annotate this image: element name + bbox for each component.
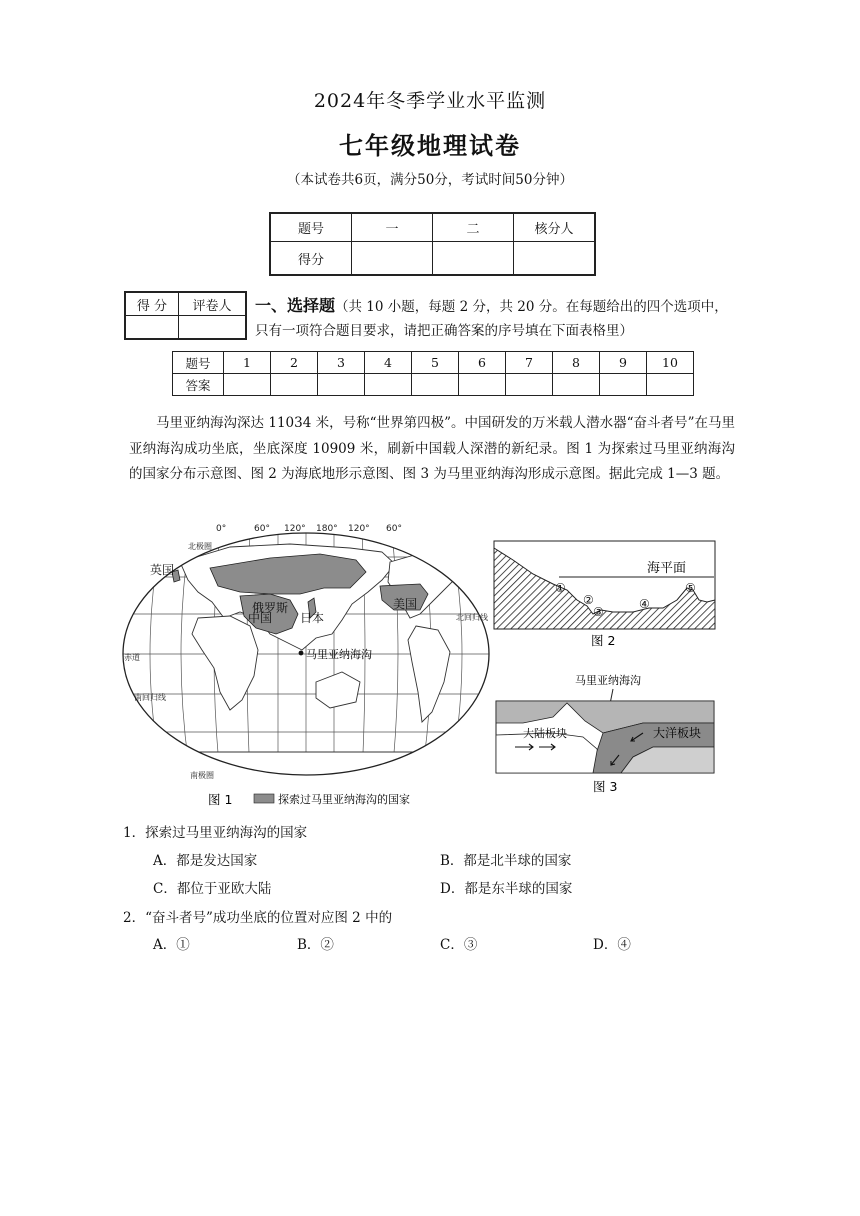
answer-row-label: 题号: [173, 352, 224, 374]
answer-input-cell[interactable]: [647, 374, 694, 396]
exam-title: 七年级地理试卷: [339, 132, 521, 160]
latitude-label: 赤道: [124, 653, 140, 662]
answer-number-cell: 10: [647, 352, 694, 374]
answer-input-cell[interactable]: [318, 374, 365, 396]
score-header-cell: 一: [352, 213, 433, 242]
continental-plate-label: 大陆板块: [523, 727, 567, 740]
grader-name-cell[interactable]: [179, 316, 247, 340]
answer-input-cell[interactable]: [412, 374, 459, 396]
answer-input-cell[interactable]: [600, 374, 647, 396]
answer-input-cell[interactable]: [553, 374, 600, 396]
figure-1-world-map: [120, 522, 492, 812]
score-header-cell: 二: [433, 213, 514, 242]
country-label-uk: 英国: [150, 563, 175, 577]
section-description: （共 10 小题，每题 2 分，共 20 分。在每题给出的四个选项中，只有一项符合题目要求，请把正确答案的序号填在下面表格里）: [255, 299, 728, 339]
grader-name-label: 评卷人: [179, 292, 247, 316]
score-table: [269, 212, 596, 276]
question-2-option-d[interactable]: D．④: [593, 937, 631, 953]
score-header-cell: 题号: [270, 213, 352, 242]
legend-label: 探索过马里亚纳海沟的国家: [278, 793, 410, 806]
answer-number-cell: 2: [271, 352, 318, 374]
score-cell[interactable]: [352, 242, 433, 276]
profile-marker: ⑤: [685, 581, 696, 595]
answer-number-cell: 8: [553, 352, 600, 374]
longitude-label: 120°: [348, 524, 370, 534]
answer-row-label: 答案: [173, 374, 224, 396]
longitude-label: 120°: [284, 524, 306, 534]
answer-table: [172, 351, 694, 396]
question-1-option-d[interactable]: D．都是东半球的国家: [440, 881, 573, 897]
figure-3-subduction: [493, 667, 717, 795]
score-cell[interactable]: [433, 242, 514, 276]
country-label-russia: 俄罗斯: [252, 601, 289, 615]
latitude-label: 南极圈: [190, 771, 214, 780]
question-1-option-a[interactable]: A．都是发达国家: [153, 853, 258, 869]
figure-3-caption: 图 3: [593, 779, 618, 794]
answer-number-cell: 3: [318, 352, 365, 374]
answer-number-cell: 6: [459, 352, 506, 374]
longitude-label: 180°: [316, 524, 338, 534]
figure-2-seafloor: [493, 540, 717, 652]
score-label-cell: 得分: [270, 242, 352, 276]
longitude-label: 0°: [216, 524, 227, 534]
latitude-label: 北极圈: [188, 542, 212, 551]
oceanic-plate-label: 大洋板块: [653, 726, 702, 740]
question-1-option-b[interactable]: B．都是北半球的国家: [440, 853, 572, 869]
sea-level-label: 海平面: [647, 561, 687, 576]
reading-passage: 马里亚纳海沟深达 11034 米，号称“世界第四极”。中国研发的万米载人潜水器“奋斗者号”在马里亚纳海沟成功坐底，坐底深度 10909 米，刷新中国载人深潜的新纪录。图 1 为探索过马里亚纳海沟的国家分布示意图、图 2 为海底地形示意图、图 3 为马里亚纳海沟形成示意图。据此完成 1—3 题。: [129, 415, 735, 482]
figure-1-caption: 图 1: [208, 792, 233, 807]
profile-marker: ①: [555, 581, 566, 595]
answer-number-cell: 1: [224, 352, 271, 374]
trench-title: 马里亚纳海沟: [575, 674, 641, 687]
section-heading: [255, 294, 735, 343]
question-2-option-a[interactable]: A．①: [153, 937, 190, 953]
answer-number-cell: 9: [600, 352, 647, 374]
answer-input-cell[interactable]: [271, 374, 318, 396]
answer-input-cell[interactable]: [506, 374, 553, 396]
longitude-label: 60°: [254, 524, 270, 534]
question-2-option-b[interactable]: B．②: [297, 937, 334, 953]
section-title: 一、选择题: [255, 296, 336, 315]
grader-score-label: 得 分: [125, 292, 179, 316]
trench-dot: [299, 651, 304, 656]
country-label-china: 中国: [248, 611, 273, 625]
answer-number-cell: 5: [412, 352, 459, 374]
latitude-label: 北回归线: [456, 613, 488, 622]
answer-input-cell[interactable]: [459, 374, 506, 396]
country-label-usa: 美国: [393, 597, 418, 611]
answer-number-cell: 7: [506, 352, 553, 374]
figure-2-caption: 图 2: [591, 633, 616, 648]
profile-marker: ④: [639, 597, 650, 611]
country-label-japan: 日本: [300, 611, 325, 625]
score-header-cell: 核分人: [514, 213, 596, 242]
question-2-stem: 2．“奋斗者号”成功坐底的位置对应图 2 中的: [123, 910, 393, 926]
longitude-label: 60°: [386, 524, 402, 534]
question-2-option-c[interactable]: C．③: [440, 937, 478, 953]
profile-marker: ③: [593, 605, 604, 619]
exam-note: （本试卷共6页，满分50分，考试时间50分钟）: [287, 172, 573, 188]
latitude-label: 南回归线: [134, 693, 166, 702]
profile-marker: ②: [583, 593, 594, 607]
question-1-option-c[interactable]: C．都位于亚欧大陆: [153, 881, 272, 897]
score-cell[interactable]: [514, 242, 596, 276]
answer-number-cell: 4: [365, 352, 412, 374]
answer-input-cell[interactable]: [224, 374, 271, 396]
legend-swatch: [254, 794, 274, 803]
trench-label: 马里亚纳海沟: [306, 648, 372, 661]
grader-box: [124, 291, 247, 340]
question-1-stem: 1．探索过马里亚纳海沟的国家: [123, 825, 308, 841]
grader-score-cell[interactable]: [125, 316, 179, 340]
exam-header-line: 2024年冬季学业水平监测: [313, 90, 547, 112]
answer-input-cell[interactable]: [365, 374, 412, 396]
